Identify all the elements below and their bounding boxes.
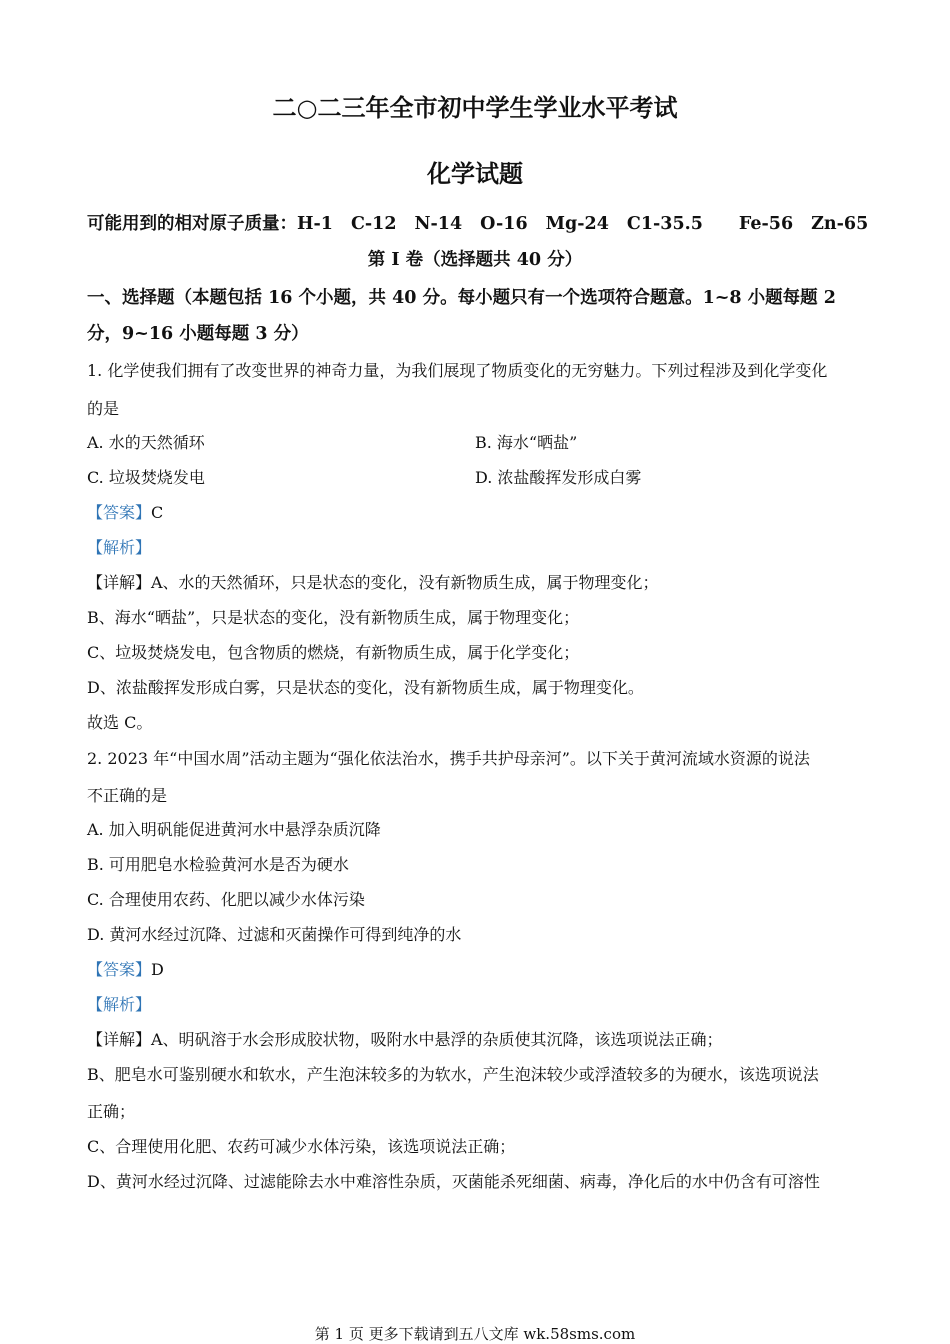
volume-heading: 第 I 卷（选择题共 40 分） (367, 250, 583, 270)
section-heading-line2: 分，9~16 小题每题 3 分） (87, 324, 309, 344)
q2-option-d: D. 黄河水经过沉降、过滤和灭菌操作可得到纯净的水 (87, 925, 462, 944)
q2-option-c: C. 合理使用农药、化肥以减少水体污染 (87, 890, 365, 909)
q1-option-d: D. 浓盐酸挥发形成白雾 (475, 468, 642, 487)
q1-stem-line1: 1. 化学使我们拥有了改变世界的神奇力量，为我们展现了物质变化的无穷魅力。下列过程涉及到化学变化 (87, 361, 828, 380)
q2-detail-line: B、肥皂水可鉴别硬水和软水，产生泡沫较多的为软水，产生泡沫较少或浮渣较多的为硬水，该选项说法 (87, 1065, 819, 1084)
q1-detail-line: 故选 C。 (87, 713, 153, 732)
q2-detail-line: D、黄河水经过沉降、过滤能除去水中难溶性杂质，灭菌能杀死细菌、病毒，净化后的水中仍含有可溶性 (87, 1172, 820, 1191)
q1-analysis-tag: 【解析】 (87, 538, 152, 557)
answer-value: C (151, 503, 164, 522)
atomic-masses (87, 210, 886, 235)
mass-item: C-12 (350, 214, 397, 234)
mass-item: Fe-56 (738, 214, 794, 234)
exam-title: 二○二三年全市初中学生学业水平考试 (272, 93, 678, 122)
q1-detail-line: B、海水“晒盐”，只是状态的变化，没有新物质生成，属于物理变化； (87, 608, 580, 627)
q1-option-b: B. 海水“晒盐” (475, 433, 578, 452)
mass-item: O-16 (480, 214, 528, 234)
q1-detail-line: 【详解】A、水的天然循环，只是状态的变化，没有新物质生成，属于物理变化； (87, 573, 659, 592)
q1-stem-line2: 的是 (87, 399, 120, 418)
q2-detail-line: 【详解】A、明矾溶于水会形成胶状物，吸附水中悬浮的杂质使其沉降，该选项说法正确； (87, 1030, 723, 1049)
answer-value: D (151, 960, 164, 979)
q1-option-c: C. 垃圾焚烧发电 (87, 468, 205, 487)
page-footer: 第 1 页 更多下载请到五八文库 wk.58sms.com (314, 1325, 636, 1343)
q1-option-a: A. 水的天然循环 (87, 433, 205, 452)
q2-stem-line1: 2. 2023 年“中国水周”活动主题为“强化依法治水，携手共护母亲河”。以下关于黄河流域水资源的说法 (87, 749, 810, 768)
exam-subtitle: 化学试题 (427, 159, 523, 188)
q2-detail-line: C、合理使用化肥、农药可减少水体污染，该选项说法正确； (87, 1137, 516, 1156)
q1-detail-line: D、浓盐酸挥发形成白雾，只是状态的变化，没有新物质生成，属于物理变化。 (87, 678, 644, 697)
answer-tag: 【答案】 (87, 503, 152, 522)
q2-option-a: A. 加入明矾能促进黄河水中悬浮杂质沉降 (87, 820, 381, 839)
atomic-masses-label: 可能用到的相对原子质量： (87, 214, 297, 234)
section-heading-line1: 一、选择题（本题包括 16 个小题，共 40 分。每小题只有一个选项符合题意。1~8 小题每题 2 (87, 288, 836, 308)
q1-detail-line: C、垃圾焚烧发电，包含物质的燃烧，有新物质生成，属于化学变化； (87, 643, 580, 662)
q2-analysis-tag: 【解析】 (87, 995, 152, 1014)
q2-option-b: B. 可用肥皂水检验黄河水是否为硬水 (87, 855, 349, 874)
mass-item: C1-35.5 (626, 214, 703, 234)
q1-answer (87, 500, 163, 523)
q2-detail-line: 正确； (87, 1102, 136, 1121)
q2-stem-line2: 不正确的是 (87, 786, 168, 805)
mass-item: N-14 (414, 214, 463, 234)
q2-answer (87, 957, 164, 980)
mass-item: Zn-65 (811, 214, 869, 234)
mass-item: Mg-24 (545, 214, 609, 234)
mass-item: H-1 (297, 214, 333, 234)
answer-tag: 【答案】 (87, 960, 152, 979)
